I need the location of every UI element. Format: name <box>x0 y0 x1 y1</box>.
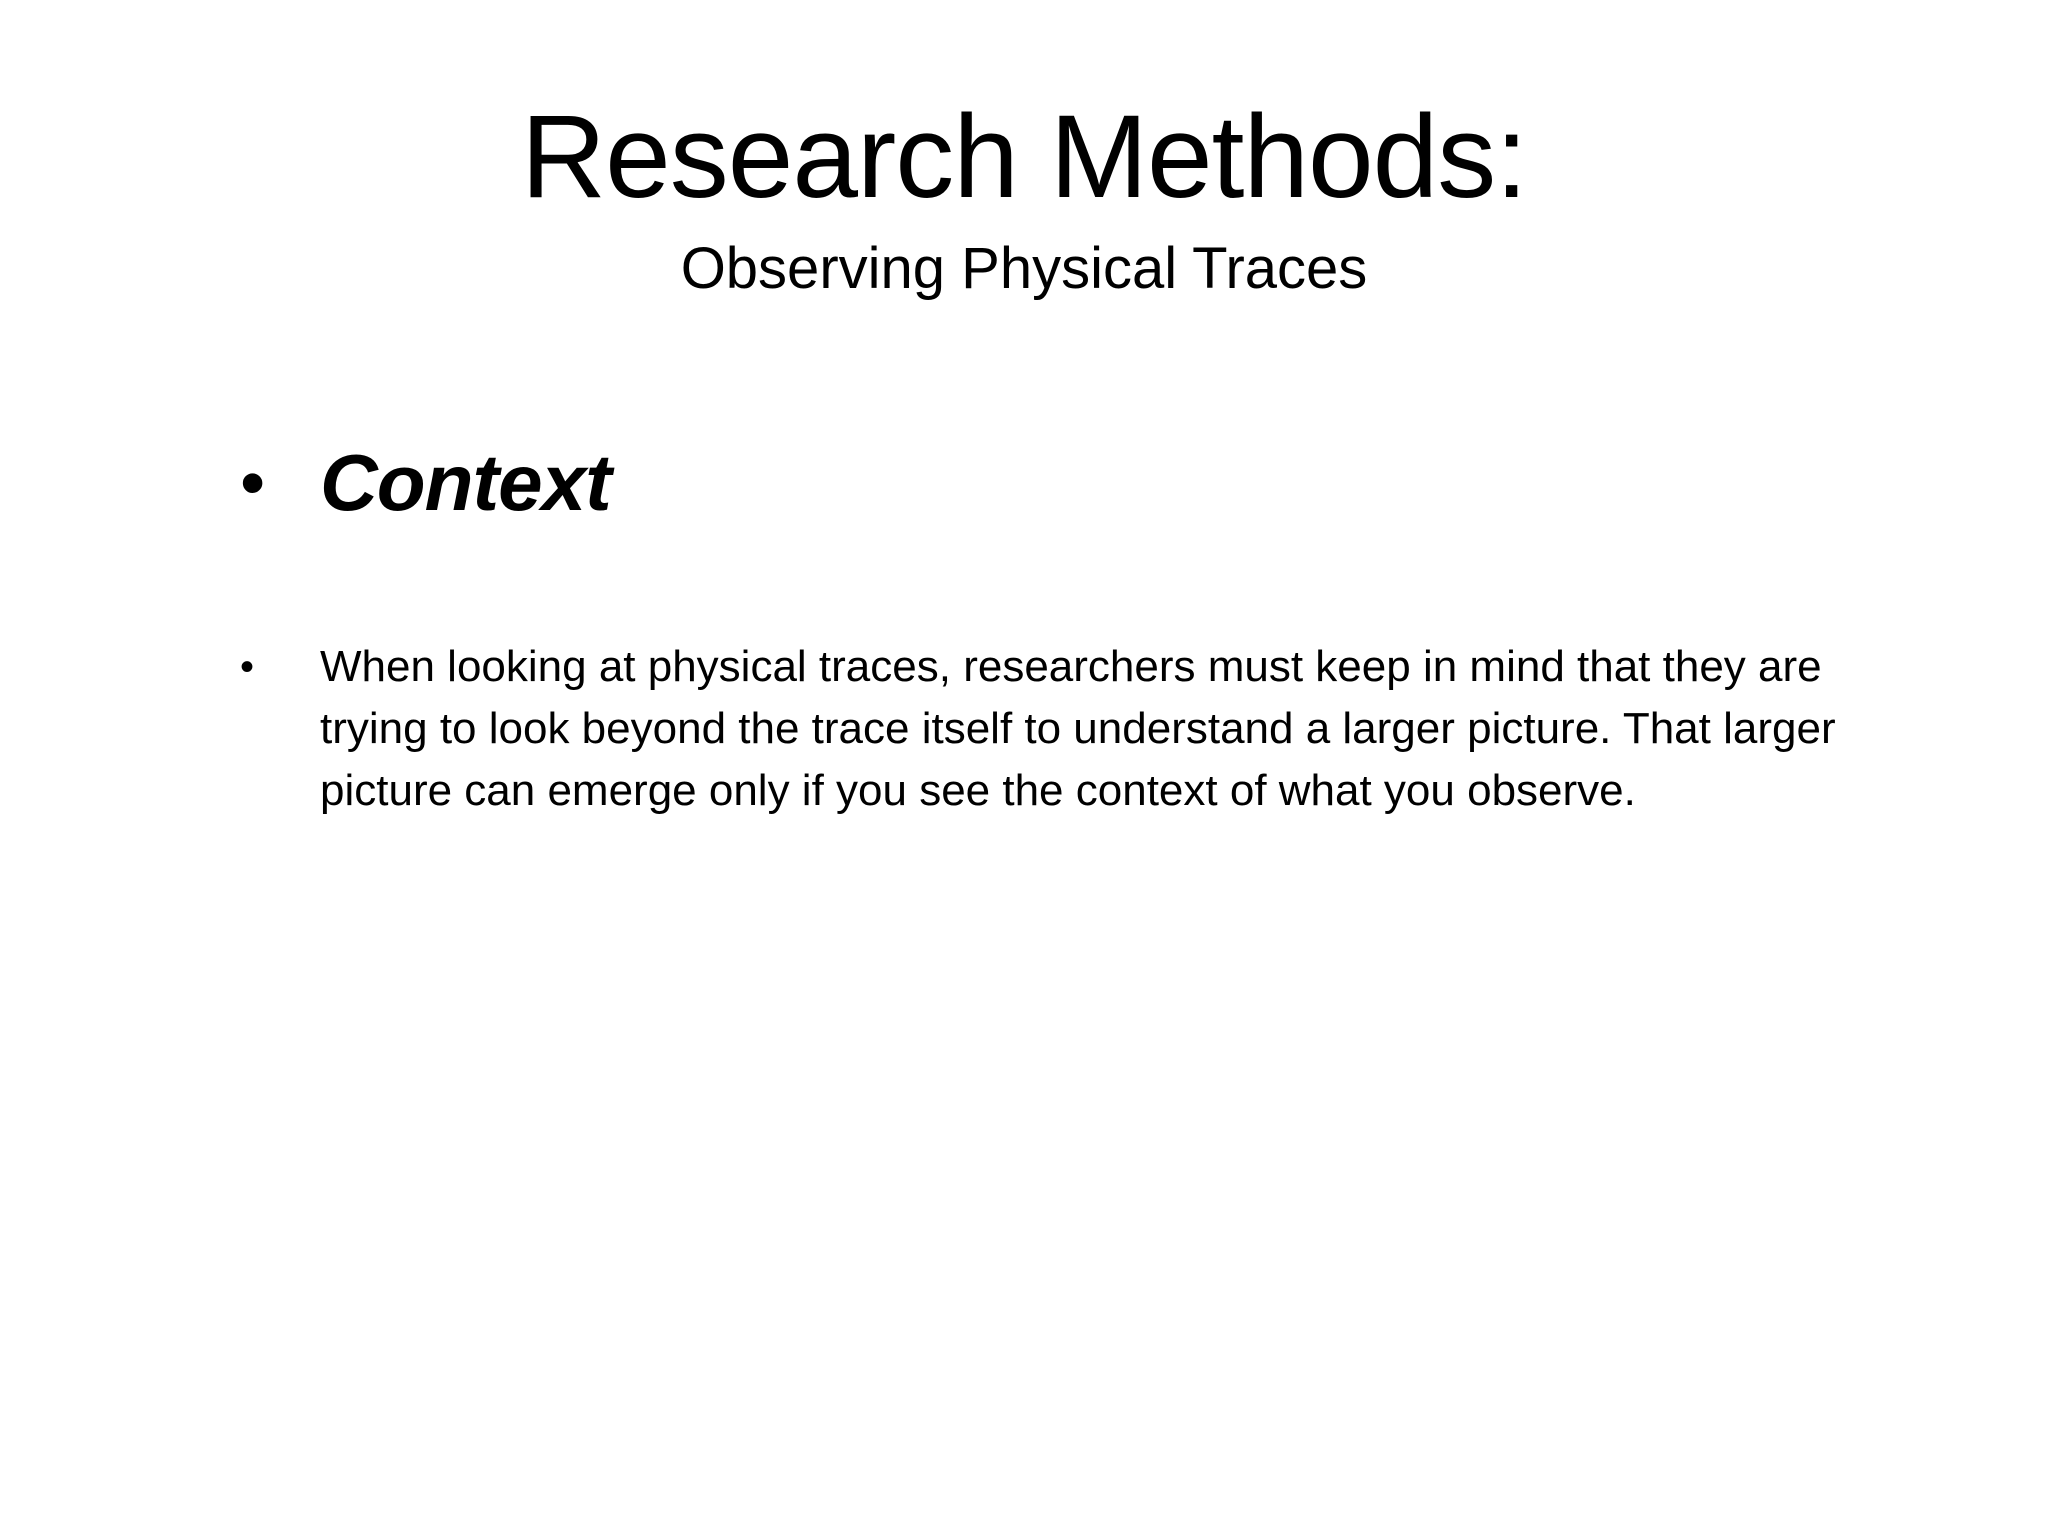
body-bullet-item <box>240 636 1940 822</box>
slide-subtitle: Observing Physical Traces <box>680 236 1368 301</box>
heading-bullet-item <box>240 438 611 528</box>
slide-title: Research Methods: <box>520 91 1528 223</box>
body-bullet-mark: • <box>240 645 255 689</box>
heading-bullet-mark: • <box>240 443 266 523</box>
body-paragraph: When looking at physical traces, researchers must keep in mind that they are trying to look beyond the trace itself to understand a larger picture. That larger picture can emerge only if you see the context of what you observe. <box>320 642 1836 815</box>
context-heading: Context <box>320 438 611 527</box>
